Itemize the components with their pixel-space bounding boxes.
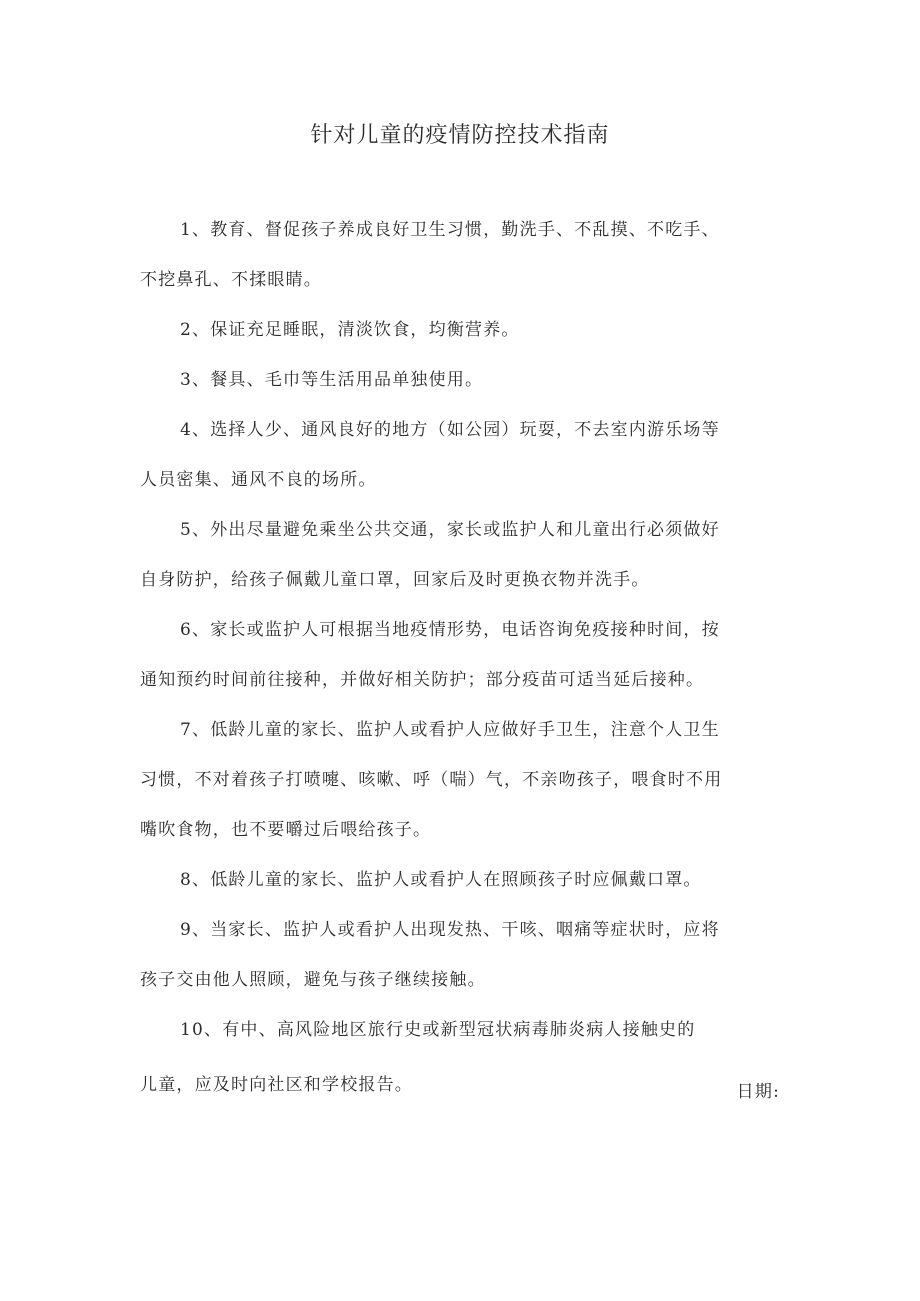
guideline-item-5 — [140, 519, 780, 591]
guideline-item-6-line-1: 6、家长或监护人可根据当地疫情形势，电话咨询免疫接种时间，按 — [180, 620, 720, 640]
date-label: 日期: — [736, 1082, 780, 1102]
guideline-item-10 — [140, 1019, 780, 1096]
guideline-item-10-line-2: 儿童，应及时向社区和学校报告。 — [140, 1075, 413, 1095]
guideline-item-8-line-1: 8、低龄儿童的家长、监护人或看护人在照顾孩子时应佩戴口罩。 — [180, 870, 702, 890]
guideline-item-1 — [140, 219, 780, 291]
guideline-item-7-line-1: 7、低龄儿童的家长、监护人或看护人应做好手卫生，注意个人卫生 — [180, 720, 720, 740]
guideline-item-5-line-2: 自身防护，给孩子佩戴儿童口罩，回家后及时更换衣物并洗手。 — [140, 570, 650, 590]
document-body — [140, 219, 780, 1096]
guideline-item-7-line-3: 嘴吹食物，也不要嚼过后喂给孩子。 — [140, 820, 432, 840]
guideline-item-4-line-2: 人员密集、通风不良的场所。 — [140, 470, 377, 490]
guideline-item-3 — [140, 369, 780, 391]
guideline-item-9-line-1: 9、当家长、监护人或看护人出现发热、干咳、咽痛等症状时，应将 — [180, 920, 720, 940]
guideline-item-1-line-2: 不挖鼻孔、不揉眼睛。 — [140, 270, 322, 290]
guideline-item-6 — [140, 619, 780, 691]
guideline-item-6-line-2: 通知预约时间前往接种，并做好相关防护；部分疫苗可适当延后接种。 — [140, 670, 705, 690]
guideline-item-2 — [140, 319, 780, 341]
guideline-item-9 — [140, 919, 780, 991]
guideline-item-4 — [140, 419, 780, 491]
document-title: 针对儿童的疫情防控技术指南 — [310, 123, 610, 148]
guideline-item-8 — [140, 869, 780, 891]
guideline-item-7 — [140, 719, 780, 841]
guideline-item-7-line-2: 习惯，不对着孩子打喷嚏、咳嗽、呼（喘）气，不亲吻孩子，喂食时不用 — [140, 770, 723, 790]
guideline-item-3-line-1: 3、餐具、毛巾等生活用品单独使用。 — [180, 370, 484, 390]
guideline-item-10-line-1: 10、有中、高风险地区旅行史或新型冠状病毒肺炎病人接触史的 — [180, 1020, 696, 1040]
guideline-item-5-line-1: 5、外出尽量避免乘坐公共交通，家长或监护人和儿童出行必须做好 — [180, 520, 720, 540]
guideline-item-2-line-1: 2、保证充足睡眠，清淡饮食，均衡营养。 — [180, 320, 520, 340]
guideline-item-1-line-1: 1、教育、督促孩子养成良好卫生习惯，勤洗手、不乱摸、不吃手、 — [180, 220, 720, 240]
guideline-item-9-line-2: 孩子交由他人照顾，避免与孩子继续接触。 — [140, 970, 486, 990]
guideline-item-4-line-1: 4、选择人少、通风良好的地方（如公园）玩耍，不去室内游乐场等 — [180, 420, 720, 440]
